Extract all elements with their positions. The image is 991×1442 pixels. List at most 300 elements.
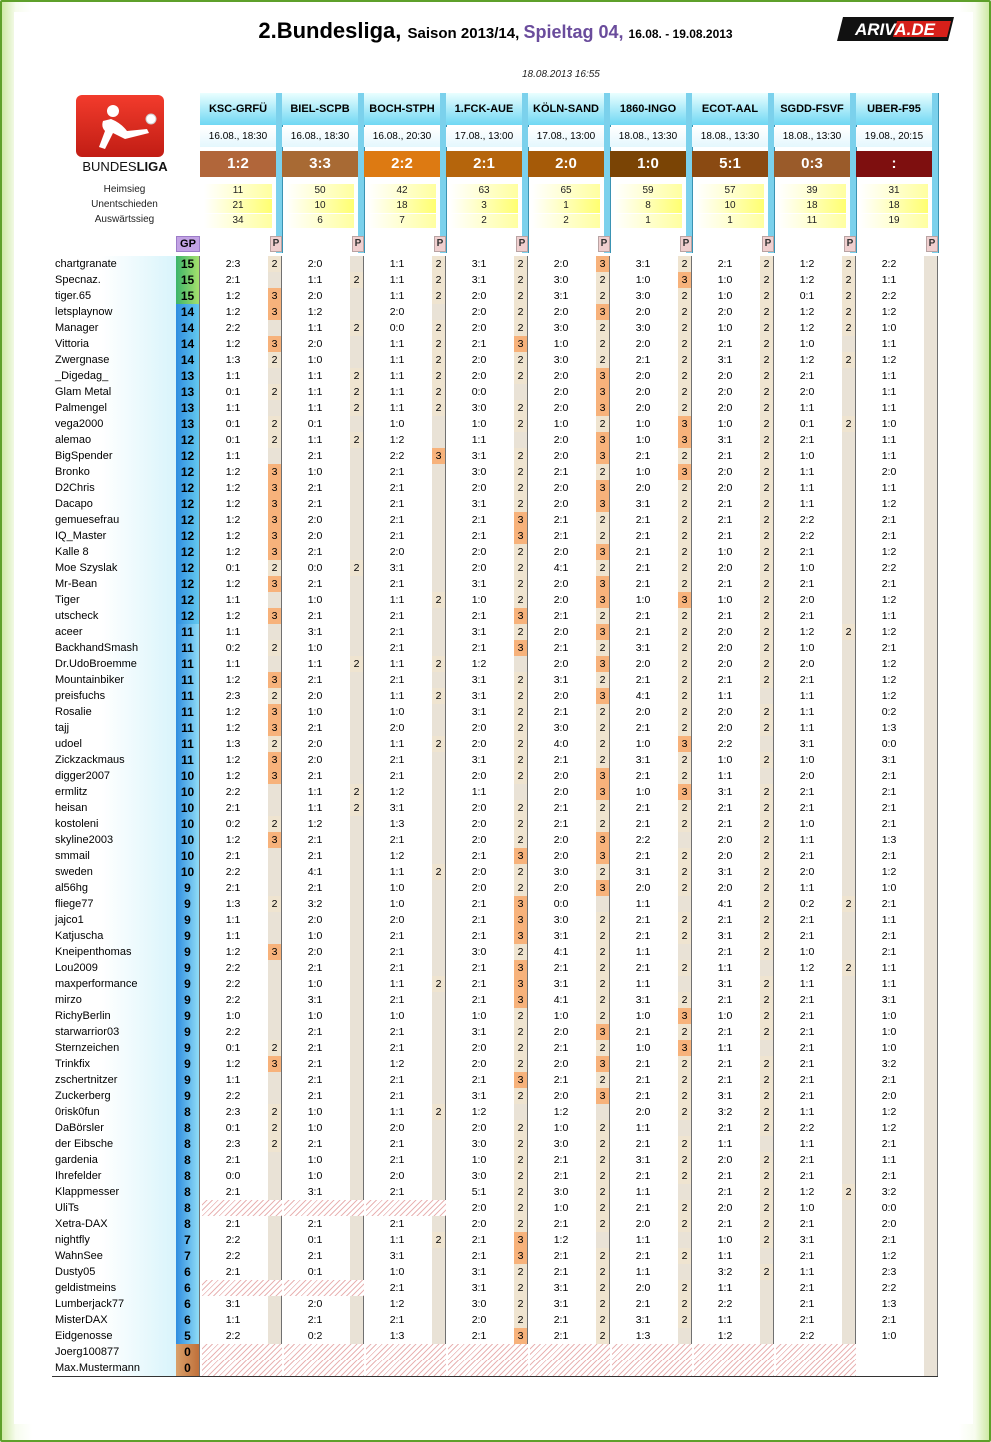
tip-cell: 4:1 (553, 562, 569, 574)
total-points: 0 (176, 1344, 199, 1360)
points-cell: 2 (678, 1104, 691, 1120)
ariva-logo[interactable] (837, 15, 954, 43)
player-name[interactable]: UliTs (52, 1200, 176, 1216)
table-row[interactable] (52, 1184, 938, 1200)
match-result: : (856, 151, 932, 177)
table-row[interactable] (52, 608, 938, 624)
table-row[interactable] (52, 880, 938, 896)
tip-cell: 2:0 (717, 1154, 733, 1166)
player-name[interactable]: D2Chris (52, 480, 176, 496)
tip-cell: 2:0 (799, 658, 815, 670)
tip-cell: 2:1 (799, 1042, 815, 1054)
points-cell (924, 1248, 937, 1264)
player-name[interactable]: preisfuchs (52, 688, 176, 704)
player-name[interactable]: Lou2009 (52, 960, 176, 976)
tip-cell: 0:0 (471, 386, 487, 398)
table-row[interactable] (52, 1104, 938, 1120)
table-row[interactable] (52, 480, 938, 496)
player-name[interactable]: vega2000 (52, 416, 176, 432)
home-win-count: 50 (286, 184, 354, 198)
tip-cell: 2:0 (389, 546, 405, 558)
total-points: 9 (176, 976, 199, 992)
player-name[interactable]: tiger.65 (52, 288, 176, 304)
table-row[interactable] (52, 944, 938, 960)
player-name[interactable]: _Digedag_ (52, 368, 176, 384)
player-name[interactable]: gardenia (52, 1152, 176, 1168)
points-column-header[interactable]: P (434, 236, 446, 252)
points-column-header[interactable]: P (926, 236, 938, 252)
tip-cell: 2:3 (225, 258, 241, 270)
tip-cell: 2:1 (307, 482, 323, 494)
player-name[interactable]: BigSpender (52, 448, 176, 464)
points-column-header[interactable]: P (680, 236, 692, 252)
match-teams[interactable]: SGDD-FSVF (774, 93, 850, 125)
points-cell: 2 (842, 896, 855, 912)
table-row[interactable] (52, 800, 938, 816)
table-row[interactable] (52, 1344, 938, 1360)
draw-count: 10 (286, 199, 354, 213)
ranking-table (52, 256, 938, 1377)
tip-cell: 2:0 (635, 1106, 651, 1118)
total-points: 8 (176, 1104, 199, 1120)
player-name[interactable]: jajco1 (52, 912, 176, 928)
tip-cell: 2:1 (635, 674, 651, 686)
tip-cell: 2:1 (717, 802, 733, 814)
tip-cell: 2:0 (471, 1202, 487, 1214)
player-name[interactable]: alemao (52, 432, 176, 448)
tip-cell: 2:0 (553, 626, 569, 638)
table-row[interactable] (52, 736, 938, 752)
table-row[interactable] (52, 1152, 938, 1168)
table-row[interactable] (52, 720, 938, 736)
player-name[interactable]: Katjuscha (52, 928, 176, 944)
tip-cell (366, 1200, 446, 1216)
player-name[interactable]: Xetra-DAX (52, 1216, 176, 1232)
tip-cell: 2:1 (307, 722, 323, 734)
player-name[interactable]: Zickzackmaus (52, 752, 176, 768)
table-row[interactable] (52, 416, 938, 432)
points-cell: 2 (596, 720, 609, 736)
tip-cell: 3:1 (635, 866, 651, 878)
table-row[interactable] (52, 1168, 938, 1184)
tip-cell: 1:2 (225, 706, 241, 718)
table-row[interactable] (52, 1248, 938, 1264)
points-cell (350, 1024, 363, 1040)
table-row[interactable] (52, 400, 938, 416)
table-row[interactable] (52, 368, 938, 384)
points-cell: 2 (678, 496, 691, 512)
table-row[interactable] (52, 624, 938, 640)
points-cell (350, 672, 363, 688)
match-teams[interactable]: UBER-F95 (856, 93, 932, 125)
player-name[interactable]: aceer (52, 624, 176, 640)
tip-cell: 2:1 (225, 1218, 241, 1230)
player-name[interactable]: Max.Mustermann (52, 1360, 176, 1376)
tip-cell: 2:0 (471, 482, 487, 494)
player-name[interactable]: Joerg100877 (52, 1344, 176, 1360)
tip-cell: 2:1 (471, 978, 487, 990)
match-teams[interactable]: 1860-INGO (610, 93, 686, 125)
player-name[interactable]: Klappmesser (52, 1184, 176, 1200)
table-row[interactable] (52, 1232, 938, 1248)
tip-cell: 2:1 (635, 626, 651, 638)
player-name[interactable]: mirzo (52, 992, 176, 1008)
points-cell: 2 (760, 400, 773, 416)
table-row[interactable] (52, 256, 938, 272)
player-name[interactable]: DaBörsler (52, 1120, 176, 1136)
tip-cell: 2:0 (635, 882, 651, 894)
points-cell (350, 1040, 363, 1056)
player-name[interactable]: letsplaynow (52, 304, 176, 320)
table-row[interactable] (52, 1136, 938, 1152)
table-row[interactable] (52, 1264, 938, 1280)
points-cell (350, 976, 363, 992)
tip-cell: 2:1 (471, 1234, 487, 1246)
table-row[interactable] (52, 320, 938, 336)
player-name[interactable]: ermlitz (52, 784, 176, 800)
tip-cell: 1:0 (389, 418, 405, 430)
points-cell: 2 (514, 944, 527, 960)
table-row[interactable] (52, 768, 938, 784)
tip-cell: 1:2 (389, 434, 405, 446)
player-name[interactable]: geldistmeins (52, 1280, 176, 1296)
points-column-header[interactable]: P (516, 236, 528, 252)
table-row[interactable] (52, 784, 938, 800)
points-column-header[interactable]: P (352, 236, 364, 252)
table-row[interactable] (52, 1296, 938, 1312)
player-name[interactable]: 0risk0fun (52, 1104, 176, 1120)
points-cell: 2 (678, 576, 691, 592)
player-name[interactable]: Sternzeichen (52, 1040, 176, 1056)
tip-cell: 1:2 (799, 354, 815, 366)
tip-cell: 1:2 (225, 514, 241, 526)
tip-cell: 1:0 (553, 1010, 569, 1022)
tip-cell: 2:0 (553, 578, 569, 590)
table-row[interactable] (52, 912, 938, 928)
points-cell (924, 704, 937, 720)
player-name[interactable]: nightfly (52, 1232, 176, 1248)
points-cell: 2 (268, 560, 281, 576)
table-row[interactable] (52, 640, 938, 656)
player-name[interactable]: chartgranate (52, 256, 176, 272)
table-row[interactable] (52, 672, 938, 688)
tip-cell: 3:0 (471, 1138, 487, 1150)
points-cell (432, 1152, 445, 1168)
points-column-header[interactable]: P (762, 236, 774, 252)
player-name[interactable]: Dusty05 (52, 1264, 176, 1280)
tip-cell: 3:1 (799, 738, 815, 750)
table-row[interactable] (52, 960, 938, 976)
match-teams[interactable]: 1.FCK-AUE (446, 93, 522, 125)
points-cell: 2 (268, 1040, 281, 1056)
tip-cell: 1:1 (799, 722, 815, 734)
player-name[interactable]: Rosalie (52, 704, 176, 720)
points-cell (924, 1040, 937, 1056)
tip-cell: 1:0 (635, 594, 651, 606)
tip-cell: 2:3 (225, 1106, 241, 1118)
table-row[interactable] (52, 448, 938, 464)
player-name[interactable]: Zuckerberg (52, 1088, 176, 1104)
table-row[interactable] (52, 752, 938, 768)
total-points: 13 (176, 416, 199, 432)
total-points: 12 (176, 544, 199, 560)
player-name[interactable]: IQ_Master (52, 528, 176, 544)
table-row[interactable] (52, 288, 938, 304)
table-row[interactable] (52, 1360, 938, 1376)
tip-cell: 2:0 (717, 466, 733, 478)
player-name[interactable]: Mr-Bean (52, 576, 176, 592)
points-column-header[interactable]: P (270, 236, 282, 252)
stat-label-draw: Unentschieden (91, 199, 158, 210)
match-teams[interactable]: BOCH-STPH (364, 93, 440, 125)
points-cell (268, 448, 281, 464)
points-cell (432, 416, 445, 432)
player-name[interactable]: heisan (52, 800, 176, 816)
table-row[interactable] (52, 304, 938, 320)
points-cell (432, 496, 445, 512)
points-column-header[interactable]: P (598, 236, 610, 252)
points-cell (432, 1088, 445, 1104)
points-cell (350, 720, 363, 736)
tip-cell: 1:1 (881, 402, 897, 414)
points-cell (924, 1008, 937, 1024)
table-row[interactable] (52, 1008, 938, 1024)
player-name[interactable]: al56hg (52, 880, 176, 896)
player-name[interactable]: BackhandSmash (52, 640, 176, 656)
player-name[interactable]: WahnSee (52, 1248, 176, 1264)
table-row[interactable] (52, 656, 938, 672)
table-row[interactable] (52, 464, 938, 480)
points-cell: 2 (760, 1152, 773, 1168)
player-name[interactable]: zschertnitzer (52, 1072, 176, 1088)
tip-cell: 3:0 (635, 290, 651, 302)
total-points: 5 (176, 1328, 199, 1344)
total-points: 8 (176, 1168, 199, 1184)
points-cell (432, 832, 445, 848)
tip-cell: 1:1 (225, 626, 241, 638)
match-teams[interactable]: KÖLN-SAND (528, 93, 604, 125)
total-points: 12 (176, 592, 199, 608)
table-row[interactable] (52, 496, 938, 512)
table-row[interactable] (52, 1088, 938, 1104)
points-cell (514, 432, 527, 448)
table-row[interactable] (52, 1312, 938, 1328)
table-row[interactable] (52, 928, 938, 944)
table-row[interactable] (52, 528, 938, 544)
tip-cell: 3:1 (471, 690, 487, 702)
points-cell (432, 784, 445, 800)
tip-cell: 2:1 (799, 370, 815, 382)
points-cell (350, 880, 363, 896)
player-name[interactable]: Kneipenthomas (52, 944, 176, 960)
points-cell (678, 832, 691, 848)
tip-cell: 2:0 (553, 450, 569, 462)
player-name[interactable]: gemuesefrau (52, 512, 176, 528)
points-cell: 3 (596, 592, 609, 608)
points-cell (350, 448, 363, 464)
total-points: 12 (176, 480, 199, 496)
player-name[interactable]: tajj (52, 720, 176, 736)
points-cell: 2 (678, 672, 691, 688)
table-row[interactable] (52, 704, 938, 720)
points-cell: 2 (514, 288, 527, 304)
points-cell (842, 1040, 855, 1056)
player-name[interactable]: RichyBerlin (52, 1008, 176, 1024)
points-cell: 2 (268, 736, 281, 752)
total-points: 9 (176, 880, 199, 896)
points-cell (350, 608, 363, 624)
points-cell (432, 1312, 445, 1328)
player-name[interactable]: Trinkfix (52, 1056, 176, 1072)
tip-cell: 2:0 (717, 850, 733, 862)
match-date: 18.08., 13:30 (692, 127, 768, 147)
table-row[interactable] (52, 976, 938, 992)
points-cell: 3 (596, 496, 609, 512)
points-cell: 3 (678, 432, 691, 448)
player-name[interactable]: Vittoria (52, 336, 176, 352)
tip-cell: 2:2 (635, 834, 651, 846)
player-name[interactable]: skyline2003 (52, 832, 176, 848)
table-row[interactable] (52, 352, 938, 368)
tip-cell: 2:0 (471, 306, 487, 318)
points-cell: 2 (760, 608, 773, 624)
match-teams[interactable]: KSC-GRFÜ (200, 93, 276, 125)
points-column-header[interactable]: P (844, 236, 856, 252)
table-row[interactable] (52, 1120, 938, 1136)
player-name[interactable]: der Eibsche (52, 1136, 176, 1152)
table-row[interactable] (52, 384, 938, 400)
table-row[interactable] (52, 432, 938, 448)
player-name[interactable]: utscheck (52, 608, 176, 624)
table-row[interactable] (52, 1040, 938, 1056)
player-name[interactable]: maxperformance (52, 976, 176, 992)
player-name[interactable]: fliege77 (52, 896, 176, 912)
table-row[interactable] (52, 1056, 938, 1072)
table-row[interactable] (52, 592, 938, 608)
tip-cell: 2:0 (553, 850, 569, 862)
table-row[interactable] (52, 576, 938, 592)
player-name[interactable]: starwarrior03 (52, 1024, 176, 1040)
tip-cell: 4:1 (635, 690, 651, 702)
table-row[interactable] (52, 1200, 938, 1216)
points-cell (432, 432, 445, 448)
tip-cell: 3:1 (389, 802, 405, 814)
table-row[interactable] (52, 864, 938, 880)
tip-cell: 2:1 (225, 850, 241, 862)
points-cell (350, 1216, 363, 1232)
player-name[interactable]: Zwergnase (52, 352, 176, 368)
table-row[interactable] (52, 688, 938, 704)
table-row[interactable] (52, 848, 938, 864)
points-cell: 2 (514, 1040, 527, 1056)
player-name[interactable]: Dacapo (52, 496, 176, 512)
player-name[interactable]: kostoleni (52, 816, 176, 832)
player-name[interactable]: Palmengel (52, 400, 176, 416)
player-name[interactable]: digger2007 (52, 768, 176, 784)
player-name[interactable]: Bronko (52, 464, 176, 480)
points-cell: 2 (760, 320, 773, 336)
tip-cell: 2:1 (799, 1170, 815, 1182)
tip-cell: 1:1 (717, 770, 733, 782)
player-name[interactable]: Specnaz. (52, 272, 176, 288)
total-points: 11 (176, 720, 199, 736)
player-name[interactable]: Moe Szyslak (52, 560, 176, 576)
table-row[interactable] (52, 816, 938, 832)
table-row[interactable] (52, 1024, 938, 1040)
table-row[interactable] (52, 1328, 938, 1344)
player-name[interactable]: Tiger (52, 592, 176, 608)
tip-cell: 1:2 (799, 306, 815, 318)
points-cell (924, 560, 937, 576)
points-cell (432, 1168, 445, 1184)
match-teams[interactable]: BIEL-SCPB (282, 93, 358, 125)
points-cell (350, 848, 363, 864)
points-cell: 2 (678, 480, 691, 496)
points-cell: 2 (432, 352, 445, 368)
points-cell (924, 448, 937, 464)
points-cell: 2 (432, 400, 445, 416)
table-row[interactable] (52, 544, 938, 560)
tip-cell: 0:2 (307, 1330, 323, 1342)
table-row[interactable] (52, 560, 938, 576)
points-cell (842, 464, 855, 480)
player-name[interactable]: Kalle 8 (52, 544, 176, 560)
points-cell: 2 (760, 800, 773, 816)
tip-cell: 1:1 (881, 610, 897, 622)
points-cell (924, 288, 937, 304)
points-cell (432, 1248, 445, 1264)
player-name[interactable]: Manager (52, 320, 176, 336)
player-name[interactable]: sweden (52, 864, 176, 880)
player-name[interactable]: smmail (52, 848, 176, 864)
table-row[interactable] (52, 272, 938, 288)
tip-cell: 3:2 (881, 1058, 897, 1070)
match-teams[interactable]: ECOT-AAL (692, 93, 768, 125)
player-name[interactable]: MisterDAX (52, 1312, 176, 1328)
player-name[interactable]: Eidgenosse (52, 1328, 176, 1344)
away-win-count: 19 (860, 214, 928, 228)
table-row[interactable] (52, 992, 938, 1008)
player-name[interactable]: Glam Metal (52, 384, 176, 400)
player-name[interactable]: udoel (52, 736, 176, 752)
table-row[interactable] (52, 832, 938, 848)
table-row[interactable] (52, 896, 938, 912)
gp-column-header[interactable]: GP (176, 236, 200, 252)
table-row[interactable] (52, 1072, 938, 1088)
tip-cell: 2:0 (471, 1042, 487, 1054)
table-row[interactable] (52, 1216, 938, 1232)
points-cell: 2 (596, 1008, 609, 1024)
points-cell (842, 448, 855, 464)
table-row[interactable] (52, 336, 938, 352)
player-name[interactable]: Ihrefelder (52, 1168, 176, 1184)
tip-cell: 1:1 (717, 690, 733, 702)
tip-cell: 2:0 (553, 498, 569, 510)
player-name[interactable]: Mountainbiker (52, 672, 176, 688)
tip-cell (284, 1344, 364, 1360)
table-row[interactable] (52, 1280, 938, 1296)
tip-cell: 2:0 (471, 882, 487, 894)
stat-label-home: Heimsieg (103, 184, 146, 195)
points-cell (350, 1072, 363, 1088)
player-name[interactable]: Lumberjack77 (52, 1296, 176, 1312)
tip-cell: 1:0 (799, 818, 815, 830)
home-win-count: 31 (860, 184, 928, 198)
player-name[interactable]: Dr.UdoBroemme (52, 656, 176, 672)
points-cell (432, 1008, 445, 1024)
points-cell (514, 656, 527, 672)
table-row[interactable] (52, 512, 938, 528)
